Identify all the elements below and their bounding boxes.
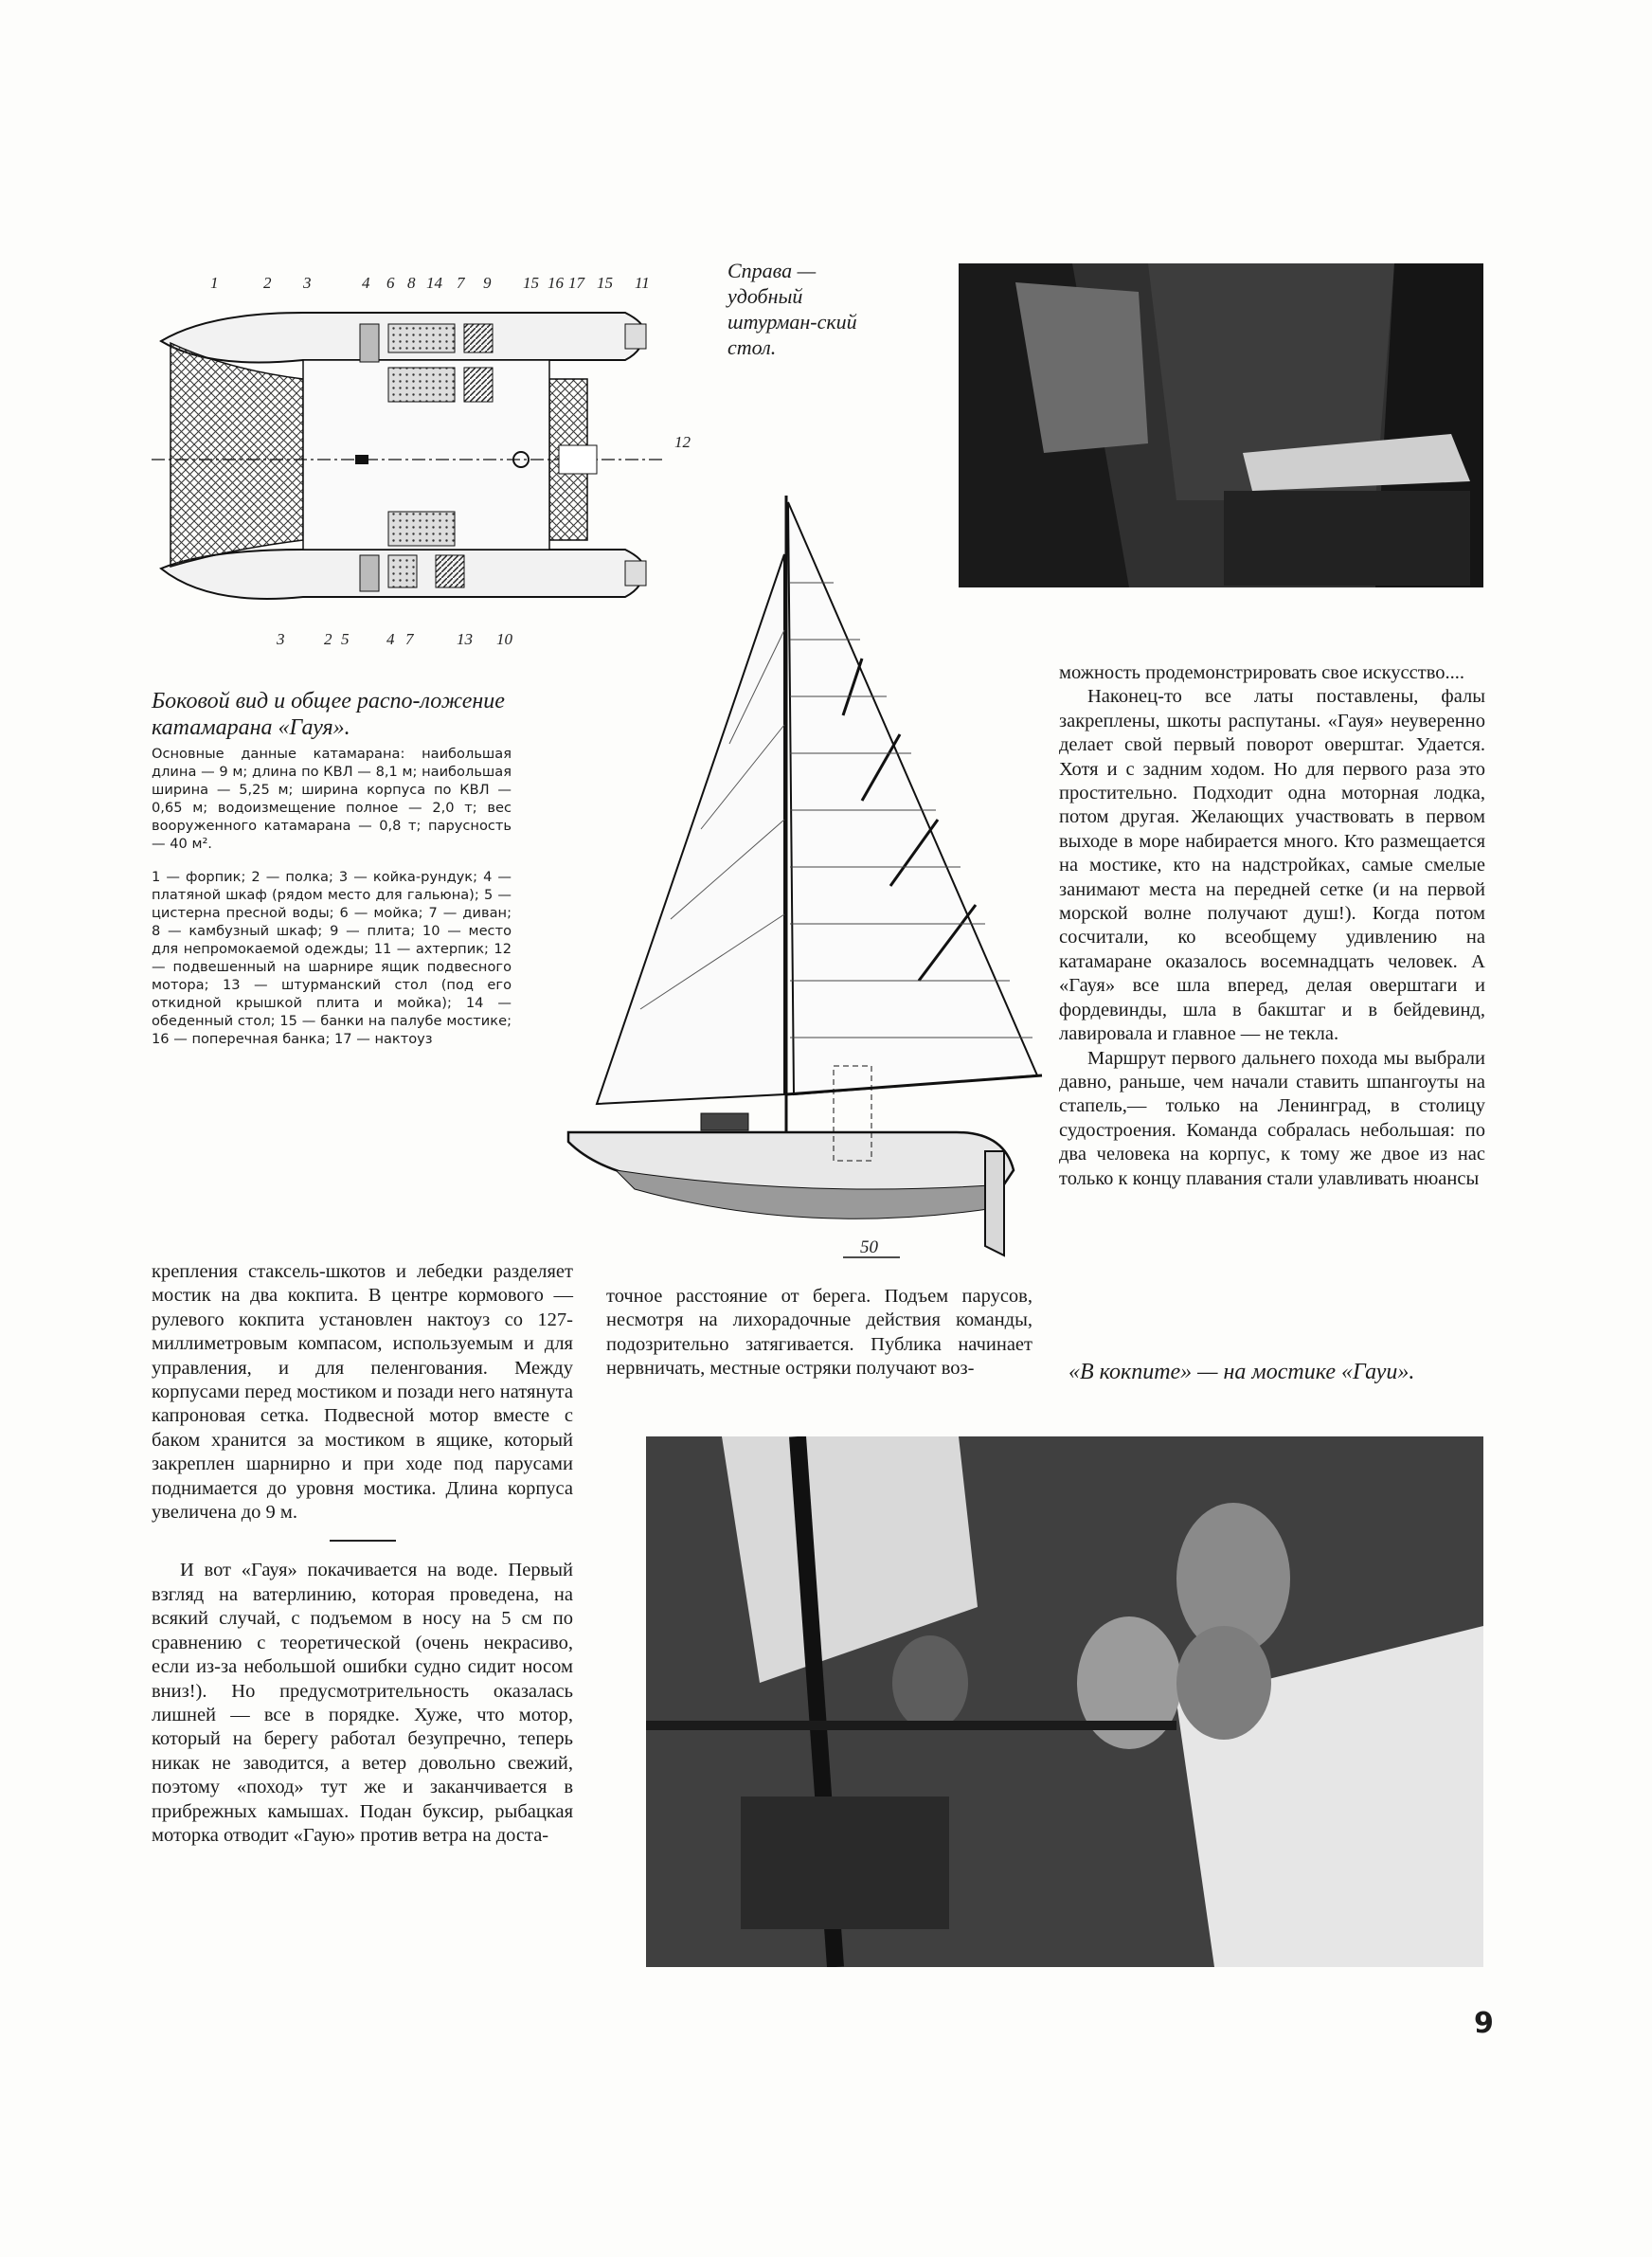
sail-plan-svg <box>559 488 1051 1260</box>
diagram-label: 16 <box>548 274 564 292</box>
sail-plan-scale: 50 <box>860 1237 878 1257</box>
left-paragraph: И вот «Гауя» покачивается на воде. Первый взгляд на ватерлинию, которая проведена, на всякий случай, с подъемом в носу на 5 см по сравнению с теоретической (очень некрасиво, если из-за небольшой ошибки судно сидит носом вниз!). Но предусмотрительность оказалась лишней — все в порядке. Хуже, что мотор, который на берегу работал безупречно, теперь никак не заводится, а ветер довольно свежий, поэтому «поход» тут же и заканчивается в прибрежных камышах. Подан буксир, рыбацкая моторка отводит «Гаую» против ветра на доста- <box>152 1560 573 1846</box>
diagram-label: 7 <box>405 630 414 648</box>
middle-paragraph: точное расстояние от берега. Подъем парусов, несмотря на лихорадочные действия команды, подозрительно затягивается. Публика начинает нервничать, местные остряки получают воз- <box>606 1286 1032 1380</box>
diagram-label: 11 <box>635 274 650 292</box>
diagram-label: 8 <box>407 274 416 292</box>
right-column-text <box>1059 661 1485 1191</box>
diagram-label: 13 <box>457 630 473 648</box>
right-paragraph: можность продемонстрировать свое искусство.... <box>1059 662 1464 683</box>
diagram-label: 4 <box>362 274 370 292</box>
cockpit-photo <box>646 1436 1483 1967</box>
diagram-label: 7 <box>457 274 465 292</box>
diagram-label: 5 <box>341 630 350 648</box>
page-number: 9 <box>1474 2007 1494 2040</box>
caption-nav-table: Справа — удобный штурман-ский стол. <box>727 259 857 359</box>
diagram-label: 1 <box>210 274 219 292</box>
diagram-label: 17 <box>568 274 584 292</box>
left-column-text <box>152 1260 573 1848</box>
diagram-label: 4 <box>386 630 395 648</box>
catamaran-specs: Основные данные катамарана: наибольшая длина — 9 м; длина по КВЛ — 8,1 м; наибольшая ширина — 5,25 м; ширина корпуса по КВЛ — 0,65 м; водоизмещение полное — 2,0 т; вес вооруженного катамарана — 0,8 т; парусность — 40 м². <box>152 746 512 852</box>
right-paragraph: Наконец-то все латы поставлены, фалы закреплены, шкоты распутаны. «Гауя» неуверенно делает свой первый поворот оверштаг. Удается. Хотя и с задним ходом. Но для первого раза это простительно. Подходит одна моторная лодка, потом другая. Желающих участвовать в первом выходе в море набирается много. Кто размещается на мостике, кто на надстройках, самые смелые занимают места на передней сетке (и на первой морской волне получают душ!). Когда потом сосчитали, ко всеобщему удивлению на катамаране оказалось восемнадцать человек. А «Гауя» все шла вперед, делая оверштаги и фордевинды, шла в бакштаг и в бейдевинд, лавировала и главное — не текла. <box>1059 686 1485 1045</box>
diagram-label: 15 <box>523 274 539 292</box>
cockpit-photo-image <box>646 1436 1483 1967</box>
sail-plan-drawing <box>559 488 1051 1260</box>
diagram-label: 10 <box>496 630 512 648</box>
section-divider <box>330 1540 396 1542</box>
diagram-label: 15 <box>597 274 613 292</box>
cockpit-caption: «В кокпите» — на мостике «Гауи». <box>1068 1360 1415 1384</box>
bottom-label-row <box>276 630 513 648</box>
right-paragraph: Маршрут первого дальнего похода мы выбрали давно, раньше, чем начали ставить шпангоуты на стапель,— только на Ленинград, в столицу судостроения. Команда собралась небольшая: по два человека на корпус, к тому же двое из нас только к концу плавания стали улавливать нюансы <box>1059 1047 1485 1189</box>
middle-column-text <box>606 1285 1032 1381</box>
diagram-label: 3 <box>277 630 285 648</box>
diagram-caption: Боковой вид и общее распо-ложение катамарана «Гауя». <box>152 689 505 740</box>
diagram-label: 2 <box>263 274 272 292</box>
diagram-label-12: 12 <box>674 433 691 451</box>
diagram-label: 9 <box>483 274 492 292</box>
left-paragraph: крепления стаксель-шкотов и лебедки разделяет мостик на два кокпита. В центре кормового — рулевого кокпита установлен нактоуз со 127-миллиметровым компасом, используемым и для управления, и для пеленгования. Между корпусами перед мостиком и позади него натянута капроновая сетка. Подвесной мотор вместе с баком хранится за мостиком в ящике, который закреплен шарнирно и при ходе под парусами поднимается до уровня мостика. Длина корпуса увеличена до 9 м. <box>152 1261 573 1524</box>
diagram-label: 14 <box>426 274 442 292</box>
diagram-legend: 1 — форпик; 2 — полка; 3 — койка-рундук; 4 — платяной шкаф (рядом место для гальюна); 5 — цистерна пресной воды; 6 — мойка; 7 — диван; 8 — камбузный шкаф; 9 — плита; 10 — место для непромокаемой одежды; 11 — ахтерпик; 12 — подвешенный на шарнире ящик подвесного мотора; 13 — штурманский стол (под его откидной крышкой плита и мойка); 14 — обеденный стол; 15 — банки на палубе мостике; 16 — поперечная банка; 17 — нактоуз <box>152 869 512 1047</box>
top-label-row <box>210 274 650 292</box>
diagram-label: 3 <box>303 274 312 292</box>
diagram-label: 6 <box>386 274 395 292</box>
diagram-label: 2 <box>324 630 332 648</box>
